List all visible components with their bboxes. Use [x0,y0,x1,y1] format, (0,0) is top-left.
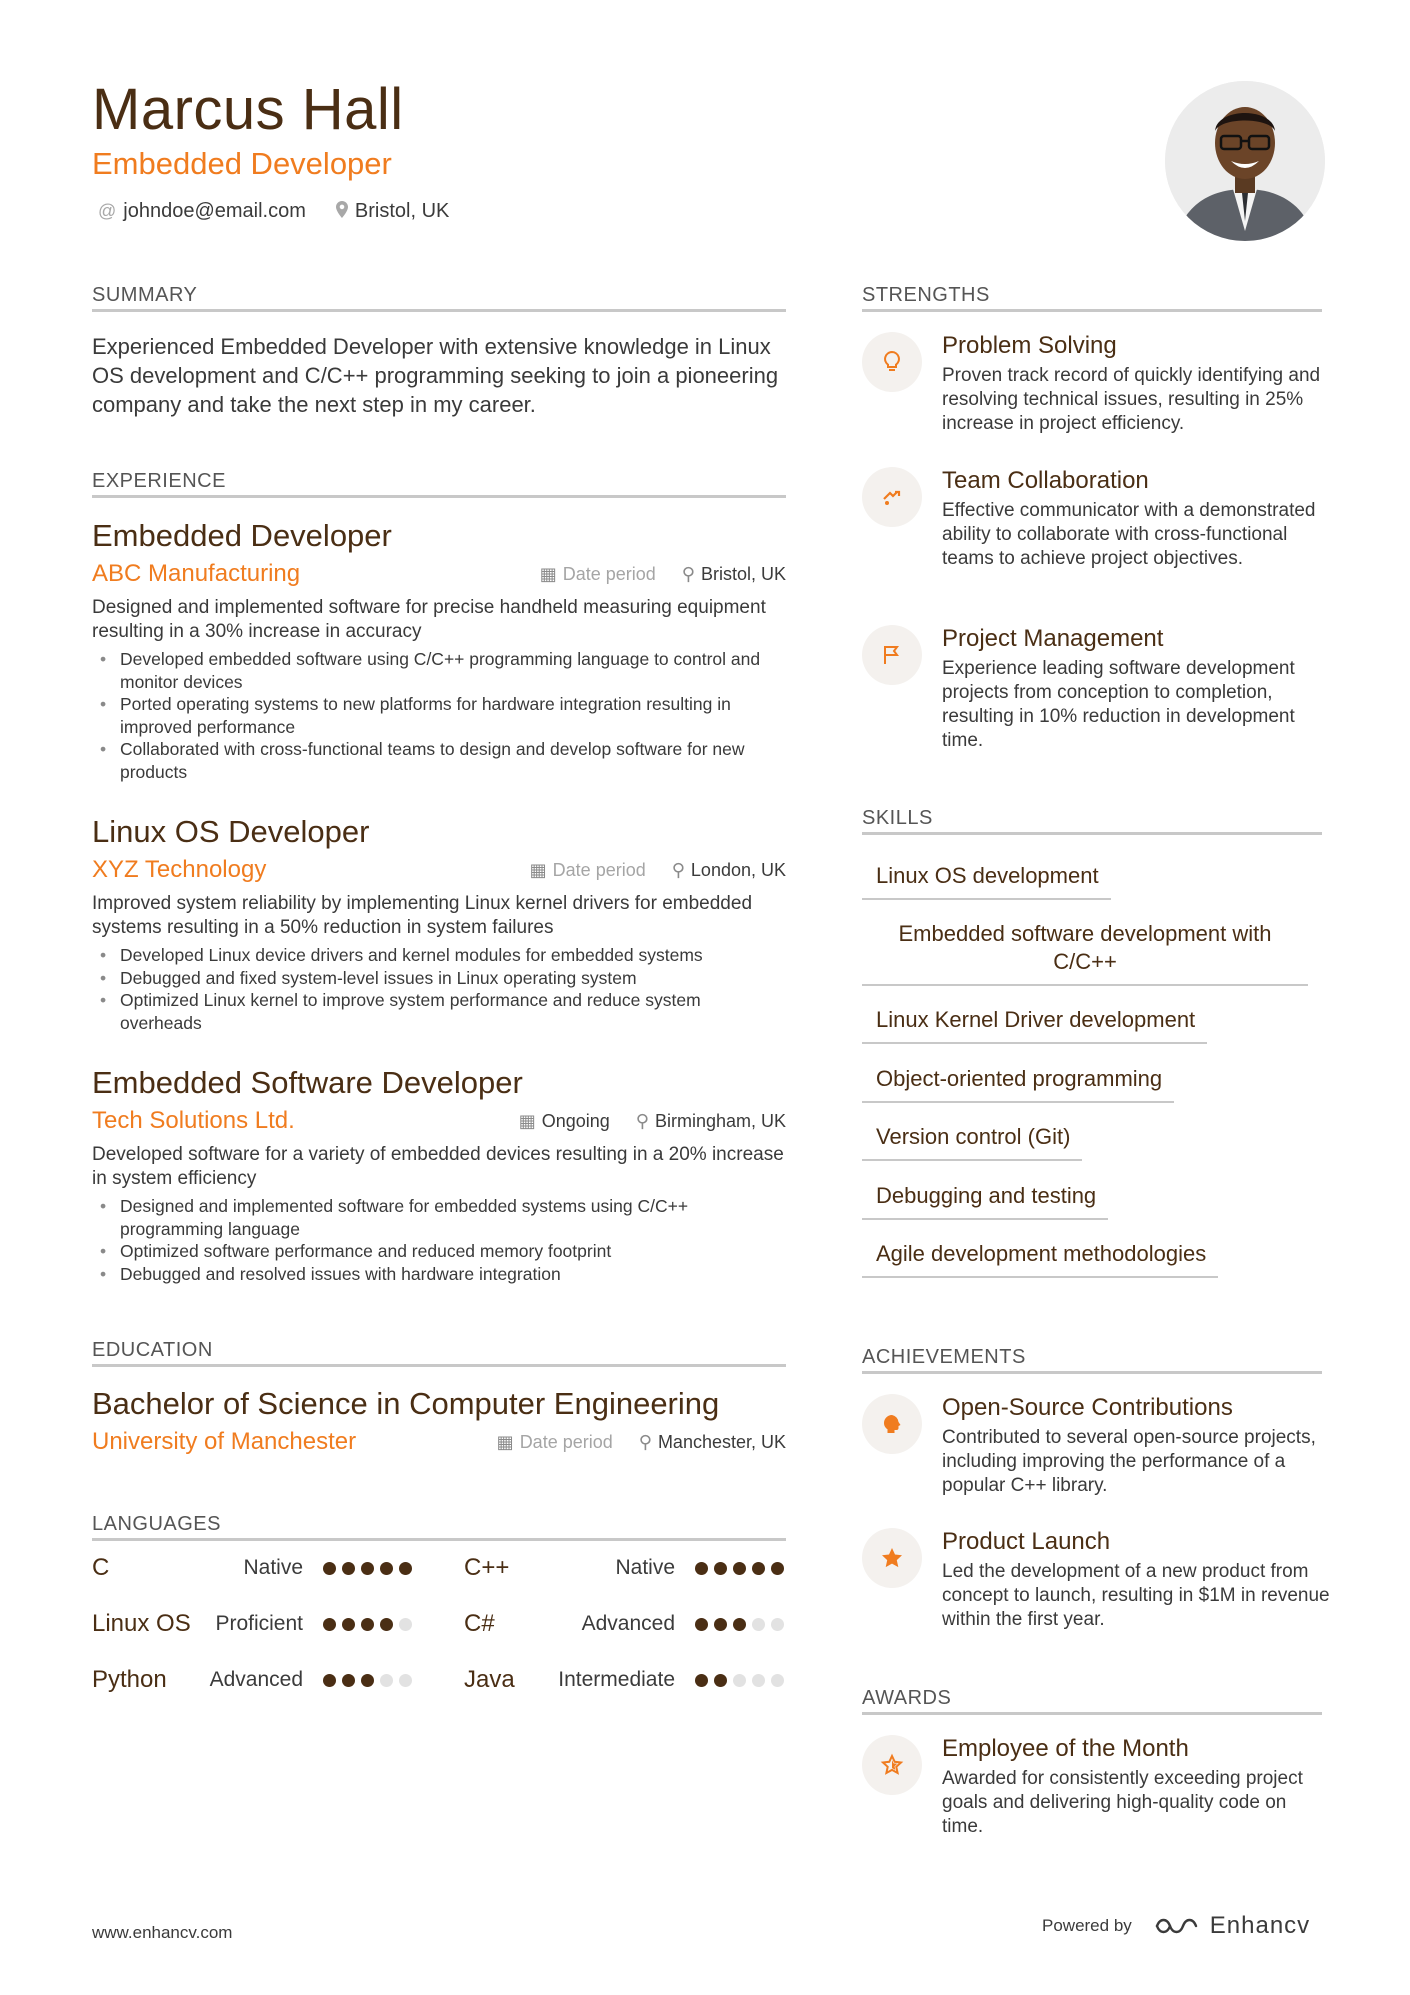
achievement-title: Product Launch [942,1528,1111,1555]
contact-bar [98,200,449,223]
achievement-title: Open-Source Contributions [942,1394,1233,1421]
job-description: Developed software for a variety of embedded devices resulting in a 20% increase in system efficiency [92,1144,784,1189]
skill-tag: Embedded software development with C/C++ [862,920,1308,986]
job-date: ▦ Ongoing [518,1110,610,1131]
flag-icon [862,625,922,685]
language-item [92,1553,412,1583]
bullet-item: • Debugged and fixed system-level issues in Linux operating system [92,967,786,990]
location-text: Bristol, UK [354,200,450,222]
rating-dot-filled [752,1562,765,1575]
rating-dot-filled [733,1618,746,1631]
bullet-item: • Developed embedded software using C/C++ programming language to control and monitor devices [92,648,786,693]
bullet-item: • Optimized Linux kernel to improve system performance and reduce system overheads [92,989,786,1034]
company-name: ABC Manufacturing [92,560,301,587]
education-date: ▦ Date period [496,1431,613,1452]
job-title: Linux OS Developer [92,814,370,849]
email-contact[interactable] [98,200,306,223]
skill-tag: Agile development methodologies [862,1240,1218,1278]
job-title: Embedded Developer [92,518,392,553]
job-location: ⚲ Birmingham, UK [635,1110,786,1131]
calendar-icon: ▦ [529,859,547,880]
brand-name: Enhancv [1209,1912,1311,1939]
language-name: Java [464,1666,515,1693]
rating-dot-filled [695,1562,708,1575]
job-date: ▦ Date period [529,859,646,880]
at-icon: @ [98,201,117,221]
email-text: johndoe@email.com [123,200,306,222]
rating-dot-filled [714,1674,727,1687]
skill-tag: Debugging and testing [862,1182,1108,1220]
school-name: University of Manchester [92,1428,357,1455]
rating-dot-filled [323,1674,336,1687]
rating-dot-filled [361,1562,374,1575]
star-outline-icon [862,1735,922,1795]
rating-dot-empty [399,1674,412,1687]
summary-heading: SUMMARY [92,284,786,312]
strengths-heading: STRENGTHS [862,284,1322,312]
language-level: Advanced [209,1668,303,1691]
language-item [92,1609,412,1639]
bullet-item: • Collaborated with cross-functional teams to design and develop software for new products [92,738,786,783]
job-description: Improved system reliability by implementing Linux kernel drivers for embedded systems resulting in a 50% reduction in system failures [92,893,753,938]
experience-heading: EXPERIENCE [92,470,786,498]
calendar-icon: ▦ [518,1110,536,1131]
experience-item [92,1065,786,1285]
language-rating [323,1618,412,1631]
bullet-item: • Optimized software performance and reduced memory footprint [92,1240,786,1263]
company-name: XYZ Technology [92,856,267,883]
lightbulb-icon [862,332,922,392]
language-item [92,1665,412,1695]
brand-logo[interactable] [1154,1912,1310,1940]
language-rating [695,1562,784,1575]
achievements-heading: ACHIEVEMENTS [862,1346,1322,1374]
job-date: ▦ Date period [539,563,656,584]
rating-dot-filled [342,1674,355,1687]
strength-title: Project Management [942,625,1164,652]
strength-title: Team Collaboration [942,467,1149,494]
education-location: ⚲ Manchester, UK [638,1431,786,1452]
brain-icon [862,1394,922,1454]
rating-dot-empty [752,1618,765,1631]
candidate-role: Embedded Developer [92,146,392,181]
candidate-name: Marcus Hall [92,77,404,142]
footer-branding [1042,1912,1310,1940]
enhancv-logo-icon [1154,1914,1200,1938]
rating-dot-filled [771,1562,784,1575]
profile-photo [1165,81,1325,241]
rating-dot-filled [380,1618,393,1631]
language-level: Advanced [581,1612,675,1635]
rating-dot-filled [361,1674,374,1687]
location-pin-icon: ⚲ [681,563,695,584]
degree-title: Bachelor of Science in Computer Engineering [92,1386,720,1421]
location-pin-icon [336,201,348,223]
language-level: Proficient [215,1612,303,1635]
job-bullets [92,1195,786,1285]
award-description: Awarded for consistently exceeding project goals and delivering high-quality code on time. [942,1768,1303,1837]
language-name: C# [464,1610,495,1637]
strength-description: Proven track record of quickly identifying and resolving technical issues, resulting in 25% increase in project efficiency. [942,365,1321,434]
job-bullets [92,648,786,783]
rating-dot-filled [399,1562,412,1575]
experience-item [92,518,786,783]
rating-dot-empty [380,1674,393,1687]
strength-title: Problem Solving [942,332,1117,359]
rating-dot-empty [752,1674,765,1687]
summary-text: Experienced Embedded Developer with extensive knowledge in Linux OS development and C/C++ programming seeking to join a pioneering company and take the next step in my career. [92,334,779,417]
rating-dot-filled [342,1562,355,1575]
skills-heading: SKILLS [862,807,1322,835]
language-rating [695,1618,784,1631]
strength-description: Experience leading software development projects from conception to completion, resulting in 10% reduction in development time. [942,658,1295,751]
skill-tag: Linux Kernel Driver development [862,1006,1207,1044]
language-item [464,1553,784,1583]
language-level: Native [615,1556,675,1579]
footer-website-link[interactable]: www.enhancv.com [92,1923,233,1942]
language-name: Linux OS [92,1610,191,1637]
language-name: C [92,1554,110,1581]
job-location: ⚲ London, UK [671,859,786,880]
job-bullets [92,944,786,1034]
rating-dot-empty [399,1618,412,1631]
star-icon [862,1528,922,1588]
company-name: Tech Solutions Ltd. [92,1107,295,1134]
language-name: Python [92,1666,167,1693]
skill-tag: Object-oriented programming [862,1065,1174,1103]
handshake-icon [862,467,922,527]
rating-dot-filled [714,1562,727,1575]
bullet-item: • Ported operating systems to new platforms for hardware integration resulting in improved performance [92,693,786,738]
strength-description: Effective communicator with a demonstrated ability to collaborate with cross-functional teams to achieve project objectives. [942,500,1316,569]
job-description: Designed and implemented software for precise handheld measuring equipment resulting in a 30% increase in accuracy [92,597,766,642]
location-pin-icon: ⚲ [638,1431,652,1452]
skill-tag: Linux OS development [862,862,1111,900]
language-item [464,1609,784,1639]
award-title: Employee of the Month [942,1735,1189,1762]
language-level: Intermediate [558,1668,675,1691]
job-location: ⚲ Bristol, UK [681,563,786,584]
location-contact [336,200,449,223]
achievement-description: Led the development of a new product from concept to launch, resulting in $1M in revenue within the first year. [942,1561,1330,1630]
bullet-item: • Debugged and resolved issues with hardware integration [92,1263,786,1286]
language-rating [323,1674,412,1687]
rating-dot-empty [771,1674,784,1687]
experience-item [92,814,786,1034]
language-rating [695,1674,784,1687]
rating-dot-filled [714,1618,727,1631]
rating-dot-empty [771,1618,784,1631]
language-level: Native [243,1556,303,1579]
job-title: Embedded Software Developer [92,1065,523,1100]
languages-heading: LANGUAGES [92,1513,786,1541]
language-name: C++ [464,1554,510,1581]
rating-dot-filled [361,1618,374,1631]
bullet-item: • Designed and implemented software for embedded systems using C/C++ programming language [92,1195,786,1240]
rating-dot-filled [733,1562,746,1575]
rating-dot-filled [323,1562,336,1575]
location-pin-icon: ⚲ [635,1110,649,1131]
skill-tag: Version control (Git) [862,1123,1082,1161]
rating-dot-empty [733,1674,746,1687]
rating-dot-filled [695,1618,708,1631]
calendar-icon: ▦ [539,563,557,584]
rating-dot-filled [695,1674,708,1687]
bullet-item: • Developed Linux device drivers and kernel modules for embedded systems [92,944,786,967]
calendar-icon: ▦ [496,1431,514,1452]
education-heading: EDUCATION [92,1339,786,1367]
language-item [464,1665,784,1695]
awards-heading: AWARDS [862,1687,1322,1715]
powered-by-label: Powered by [1042,1916,1132,1935]
achievement-description: Contributed to several open-source projects, including improving the performance of a popular C++ library. [942,1427,1316,1496]
language-rating [323,1562,412,1575]
education-item [92,1386,786,1456]
location-pin-icon: ⚲ [671,859,685,880]
rating-dot-filled [380,1562,393,1575]
rating-dot-filled [323,1618,336,1631]
rating-dot-filled [342,1618,355,1631]
